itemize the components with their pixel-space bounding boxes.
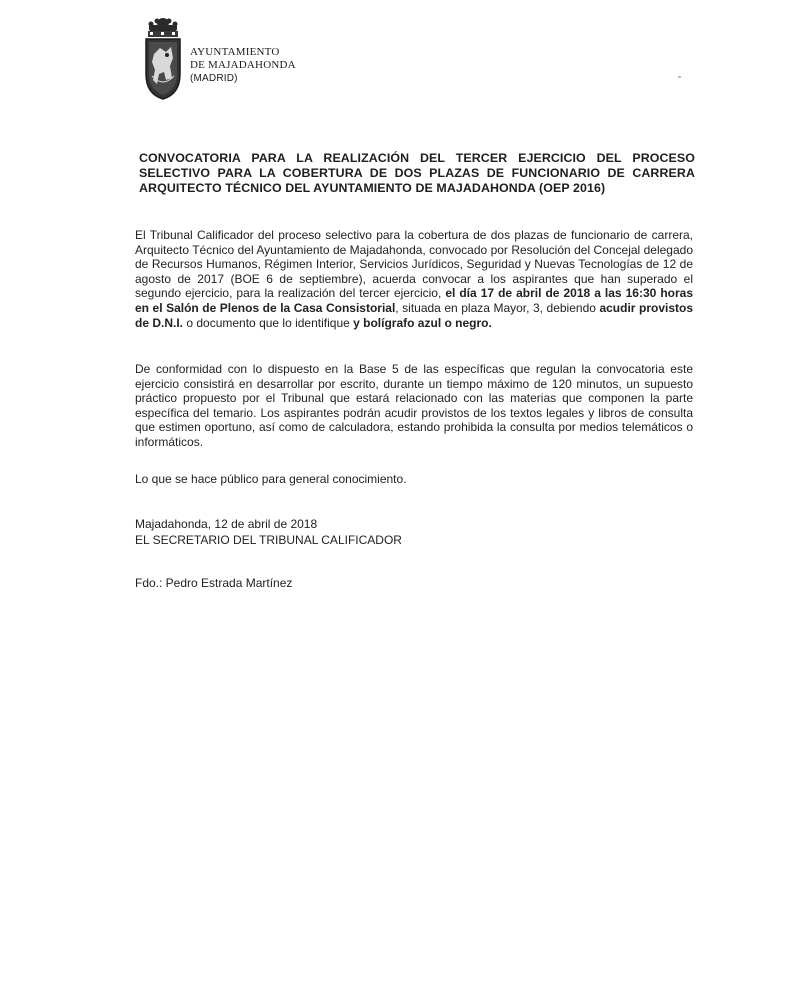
- p1-text-e: o documento que lo identifique: [183, 315, 354, 330]
- p1-text-c: , situada en plaza Mayor, 3, debiendo: [395, 300, 600, 315]
- org-line-1: AYUNTAMIENTO: [190, 46, 280, 58]
- signer-name: Fdo.: Pedro Estrada Martínez: [135, 576, 293, 590]
- document-title: CONVOCATORIA PARA LA REALIZACIÓN DEL TERCER EJERCICIO DEL PROCESO SELECTIVO PARA LA COBERTURA DE DOS PLAZAS DE FUNCIONARIO DE CARRERA ARQUITECTO TÉCNICO DEL AYUNTAMIENTO DE MAJADAHONDA (OEP 2016): [139, 151, 695, 195]
- coat-of-arms-icon: [140, 14, 186, 102]
- paragraph-exercise-details: De conformidad con lo dispuesto en la Base 5 de las específicas que regulan la convocatoria este ejercicio consistirá en desarrollar por escrito, durante un tiempo máximo de 120 minutos, un supuesto práctico propuesto por el Tribunal que estará relacionado con las materias que componen la parte específica del temario. Los aspirantes podrán acudir provistos de los textos legales y libros de consulta que estimen oportuno, así como de calculadora, estando prohibida la consulta por medios telemáticos o informáticos.: [135, 362, 693, 449]
- p1-date-location: el día 17 de abril de 2018 a las 16:30 horas en el Salón de Plenos de la Casa Consistorial: [135, 286, 693, 315]
- org-line-2: DE MAJADAHONDA: [190, 59, 296, 71]
- scan-speck: [678, 76, 681, 78]
- org-line-3: (MADRID): [190, 73, 238, 84]
- signer-role: EL SECRETARIO DEL TRIBUNAL CALIFICADOR: [135, 533, 402, 547]
- organization-name: [190, 46, 296, 85]
- p1-pen-requirement: y bolígrafo azul o negro.: [353, 315, 492, 330]
- p1-text-a: El Tribunal Calificador del proceso selectivo para la cobertura de dos plazas de funcionario de carrera, Arquitecto Técnico del Ayuntamiento de Majadahonda, convocado por Resolución del Concejal delegado de Recursos Humanos, Régimen Interior, Servicios Jurídicos, Seguridad y Nuevas Tecnologías de 12 de agosto de 2017 (BOE 6 de septiembre), acuerda convocar a los aspirantes que han superado el segundo ejercicio, para la realización del tercer ejercicio,: [135, 228, 693, 301]
- paragraph-public-notice: Lo que se hace público para general conocimiento.: [135, 472, 407, 486]
- place-and-date: Majadahonda, 12 de abril de 2018: [135, 517, 318, 531]
- p1-id-requirement: acudir provistos de D.N.I.: [135, 300, 694, 330]
- paragraph-convocation: [135, 228, 693, 330]
